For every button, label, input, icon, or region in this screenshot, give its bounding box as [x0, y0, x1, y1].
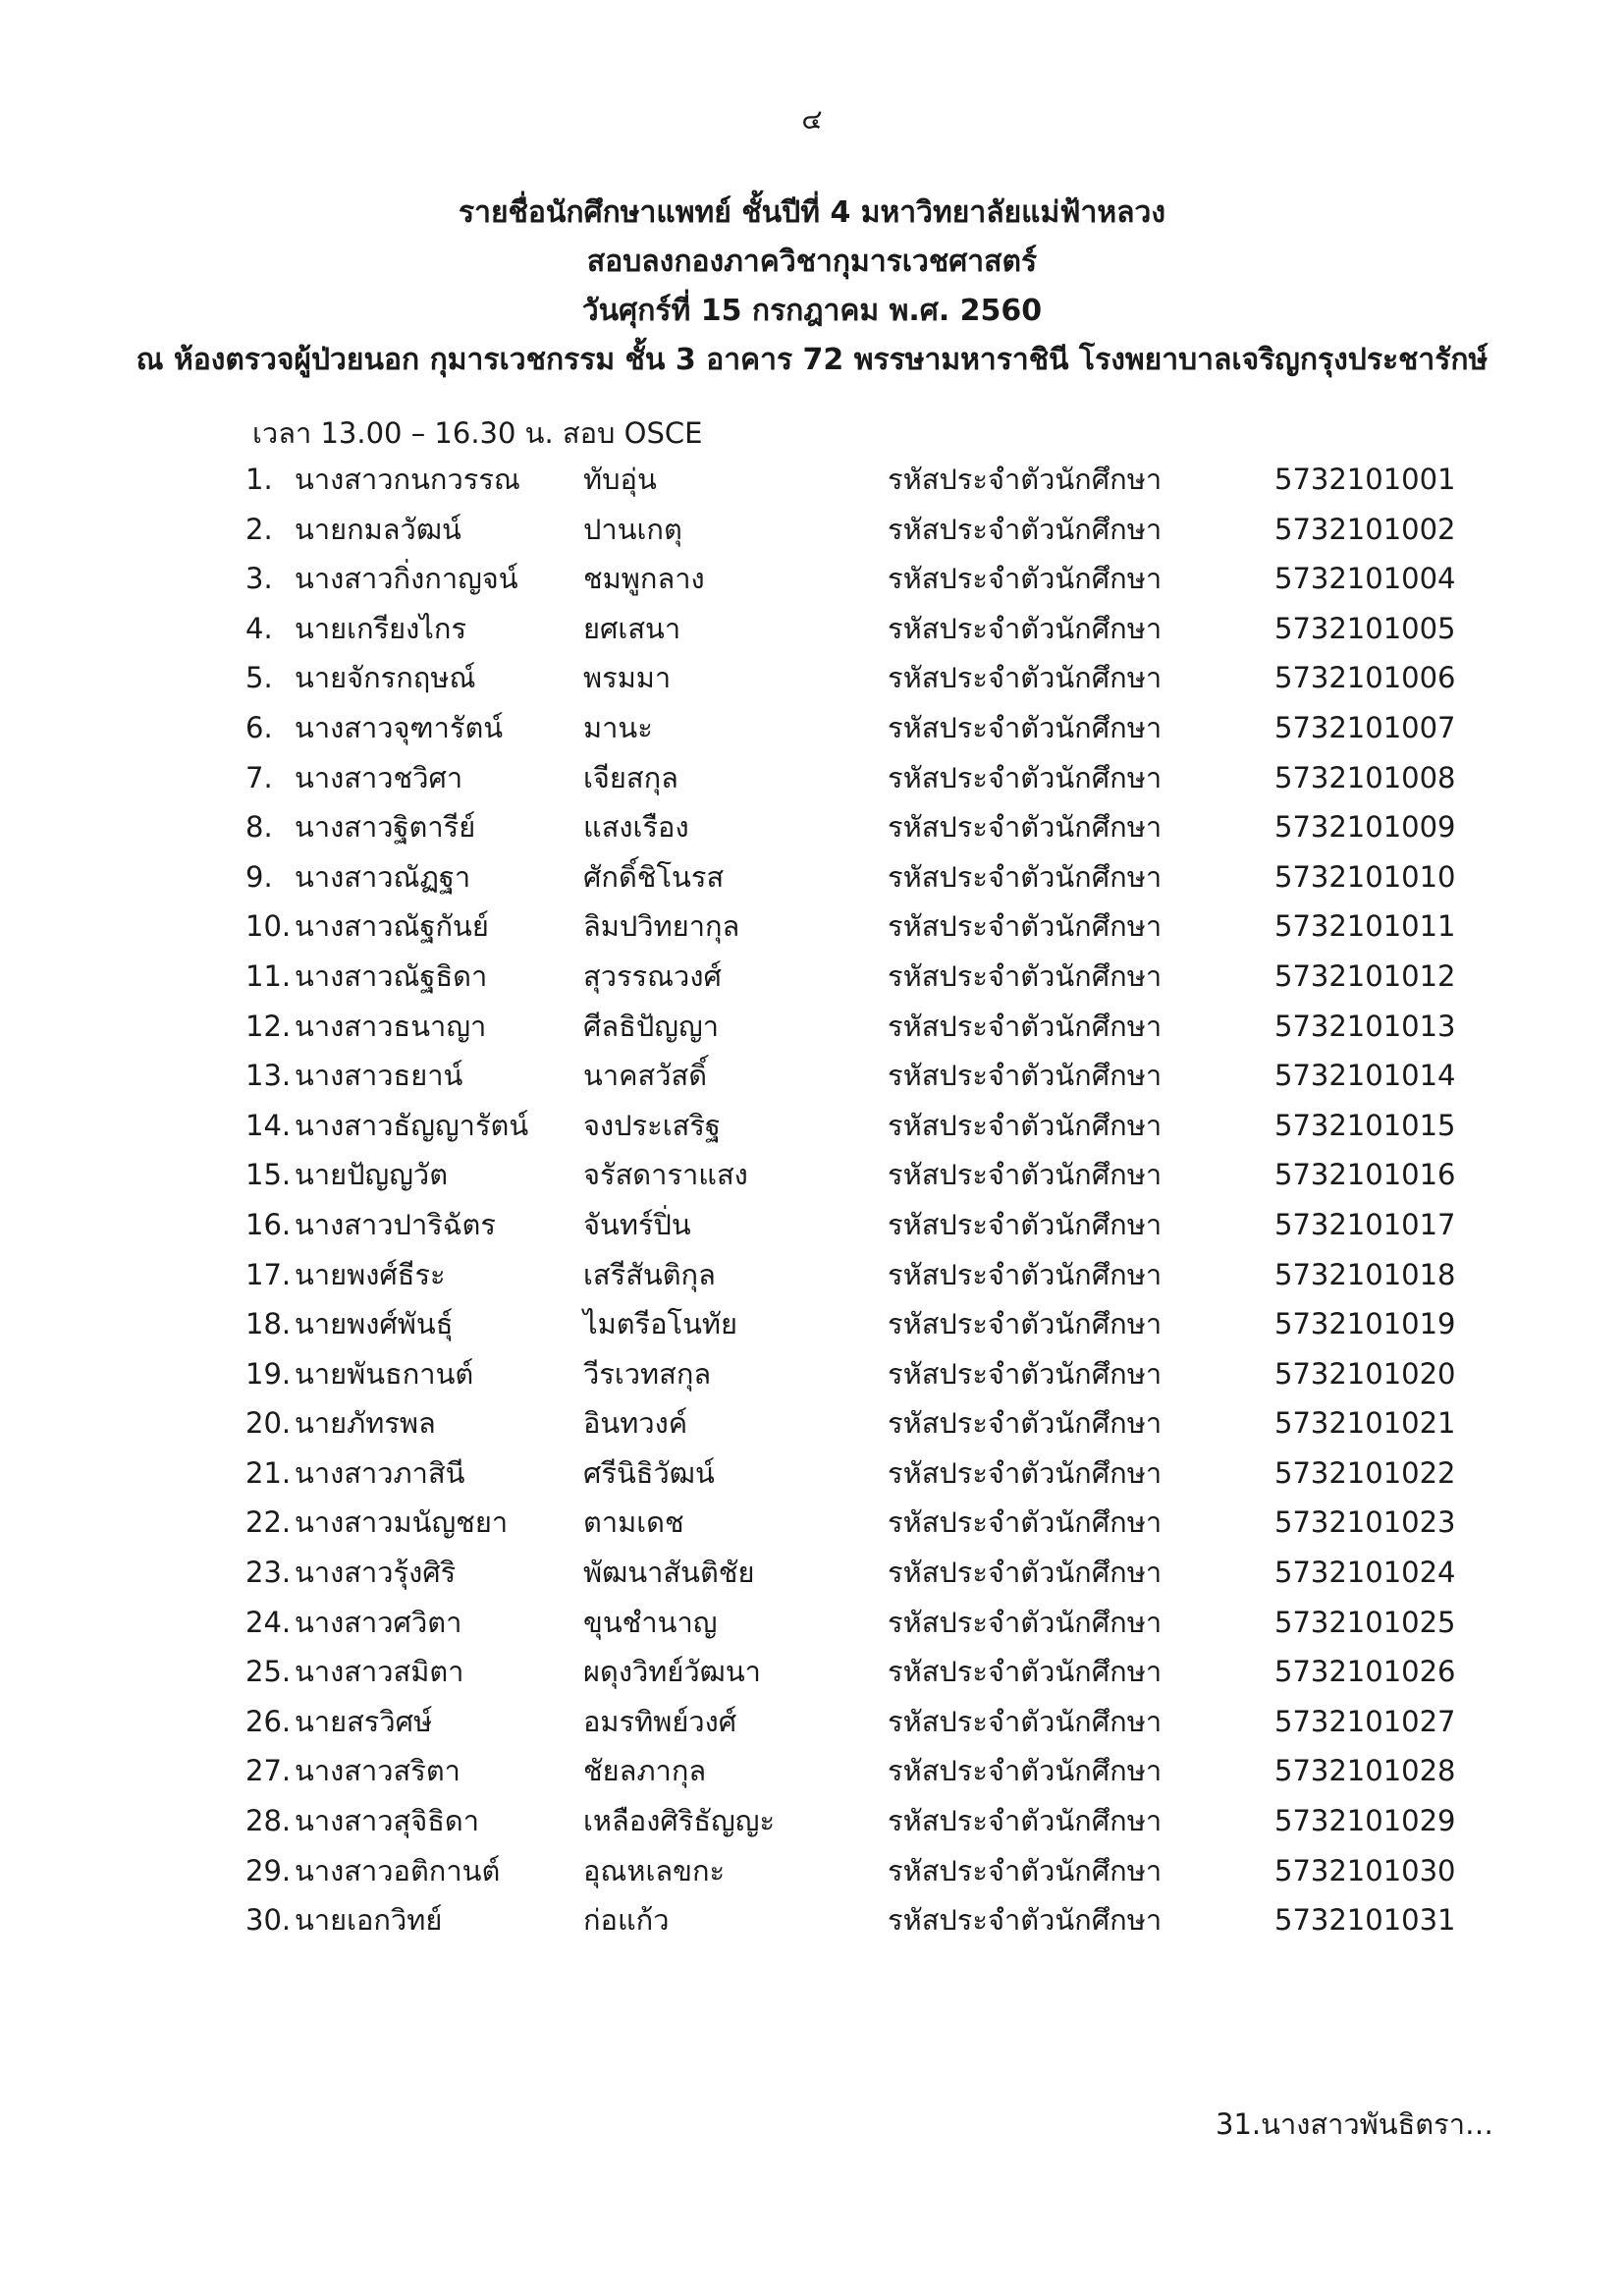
student-last-name: พัฒนาสันติชัย [583, 1556, 755, 1590]
student-number: 24. [245, 1605, 292, 1639]
student-id-label: รหัสประจำตัวนักศึกษา [888, 1505, 1163, 1540]
student-number: 10. [245, 909, 292, 944]
student-first-name: นางสาวชวิศา [295, 760, 463, 794]
student-row [0, 1647, 1624, 1697]
student-first-name: นางสาวกิ่งกาญจน์ [295, 562, 518, 596]
student-id-label: รหัสประจำตัวนักศึกษา [888, 1059, 1163, 1093]
student-number: 25. [245, 1655, 292, 1689]
student-number: 4. [245, 611, 273, 645]
student-last-name: ขุนชำนาญ [583, 1605, 718, 1639]
student-id: 5732101028 [1274, 1754, 1456, 1788]
student-id: 5732101031 [1274, 1903, 1456, 1938]
student-row [0, 1746, 1624, 1796]
student-id: 5732101029 [1274, 1804, 1456, 1838]
student-first-name: นางสาวปาริฉัตร [295, 1207, 496, 1241]
student-row [0, 1449, 1624, 1499]
student-id: 5732101023 [1274, 1505, 1456, 1540]
student-number: 2. [245, 512, 273, 546]
student-last-name: อุณหเลขกะ [583, 1853, 726, 1887]
student-id: 5732101017 [1274, 1207, 1456, 1241]
student-first-name: นางสาวสริตา [295, 1754, 460, 1788]
student-id: 5732101006 [1274, 661, 1456, 695]
student-id-label: รหัสประจำตัวนักศึกษา [888, 1853, 1163, 1887]
student-row [0, 1398, 1624, 1449]
student-id: 5732101019 [1274, 1307, 1456, 1341]
student-id-label: รหัสประจำตัวนักศึกษา [888, 1158, 1163, 1192]
student-first-name: นายเกรียงไกร [295, 611, 467, 645]
student-id-label: รหัสประจำตัวนักศึกษา [888, 1754, 1163, 1788]
student-row [0, 1697, 1624, 1747]
student-last-name: ตามเดช [583, 1505, 684, 1540]
student-id-label: รหัสประจำตัวนักศึกษา [888, 810, 1163, 845]
student-last-name: ชมพูกลาง [583, 562, 705, 596]
student-first-name: นางสาวธัญญารัตน์ [295, 1108, 529, 1142]
student-row [0, 1895, 1624, 1945]
student-id: 5732101016 [1274, 1158, 1456, 1192]
student-last-name: ทับอุ่น [583, 463, 657, 496]
student-number: 27. [245, 1754, 292, 1788]
student-number: 19. [245, 1356, 292, 1391]
student-first-name: นายกมลวัฒน์ [295, 512, 461, 546]
student-last-name: จรัสดาราแสง [583, 1158, 748, 1192]
student-first-name: นายสรวิศษ์ [295, 1704, 433, 1738]
student-id-label: รหัสประจำตัวนักศึกษา [888, 958, 1163, 993]
student-id-label: รหัสประจำตัวนักศึกษา [888, 1406, 1163, 1441]
student-id-label: รหัสประจำตัวนักศึกษา [888, 710, 1163, 744]
student-row [0, 1150, 1624, 1200]
student-first-name: นายภัทรพล [295, 1406, 436, 1441]
student-id-label: รหัสประจำตัวนักศึกษา [888, 611, 1163, 645]
student-number: 9. [245, 859, 273, 894]
student-row [0, 1051, 1624, 1101]
student-id: 5732101025 [1274, 1605, 1456, 1639]
student-id: 5732101012 [1274, 958, 1456, 993]
student-id: 5732101030 [1274, 1853, 1456, 1887]
student-id: 5732101013 [1274, 1009, 1456, 1043]
student-number: 3. [245, 562, 273, 596]
student-last-name: เสรีสันติกุล [583, 1257, 716, 1291]
student-row [0, 1250, 1624, 1300]
student-id-label: รหัสประจำตัวนักศึกษา [888, 1903, 1163, 1938]
student-row [0, 753, 1624, 803]
student-last-name: จันทร์ปิ่น [583, 1207, 691, 1241]
student-first-name: นายปัญญวัต [295, 1158, 449, 1192]
student-first-name: นางสาวรุ้งศิริ [295, 1556, 457, 1590]
student-id-label: รหัสประจำตัวนักศึกษา [888, 1108, 1163, 1142]
student-last-name: ศีลธิปัญญา [583, 1009, 719, 1043]
student-id-label: รหัสประจำตัวนักศึกษา [888, 1704, 1163, 1738]
student-number: 1. [245, 463, 273, 496]
student-number: 18. [245, 1307, 292, 1341]
student-id: 5732101020 [1274, 1356, 1456, 1391]
student-last-name: ลิมปวิทยากุล [583, 909, 740, 944]
student-row [0, 1101, 1624, 1151]
student-id: 5732101010 [1274, 859, 1456, 894]
header-location: ณ ห้องตรวจผู้ป่วยนอก กุมารเวชกรรม ชั้น 3 อาคาร 72 พรรษามหาราชินี โรงพยาบาลเจริญกรุงประชารักษ์ [135, 343, 1489, 377]
student-id-label: รหัสประจำตัวนักศึกษา [888, 1655, 1163, 1689]
student-first-name: นายพันธกานต์ [295, 1356, 474, 1391]
student-id: 5732101014 [1274, 1059, 1456, 1093]
student-number: 7. [245, 760, 273, 794]
student-id: 5732101026 [1274, 1655, 1456, 1689]
student-row [0, 505, 1624, 555]
student-first-name: นางสาวธยาน์ [295, 1059, 463, 1093]
student-number: 17. [245, 1257, 292, 1291]
student-id-label: รหัสประจำตัวนักศึกษา [888, 859, 1163, 894]
student-row [0, 455, 1624, 505]
student-row [0, 703, 1624, 753]
student-roster [0, 455, 1624, 1945]
student-id: 5732101011 [1274, 909, 1456, 944]
student-id-label: รหัสประจำตัวนักศึกษา [888, 512, 1163, 546]
student-number: 14. [245, 1108, 292, 1142]
student-id: 5732101001 [1274, 463, 1456, 496]
student-row [0, 802, 1624, 852]
student-last-name: ชัยลภากุล [583, 1754, 707, 1788]
header-date: วันศุกร์ที่ 15 กรกฎาคม พ.ศ. 2560 [581, 294, 1043, 328]
student-number: 6. [245, 710, 273, 744]
student-first-name: นางสาวณัฐกันย์ [295, 909, 489, 944]
student-row [0, 1846, 1624, 1896]
page-number: ๔ [801, 103, 823, 136]
exam-time: เวลา 13.00 – 16.30 น. สอบ OSCE [252, 416, 703, 450]
student-id: 5732101008 [1274, 760, 1456, 794]
student-first-name: นางสาวมนัญชยา [295, 1505, 509, 1540]
student-id-label: รหัสประจำตัวนักศึกษา [888, 1556, 1163, 1590]
student-id-label: รหัสประจำตัวนักศึกษา [888, 909, 1163, 944]
student-id-label: รหัสประจำตัวนักศึกษา [888, 1356, 1163, 1391]
student-row [0, 604, 1624, 654]
student-number: 16. [245, 1207, 292, 1241]
student-id: 5732101007 [1274, 710, 1456, 744]
student-id: 5732101009 [1274, 810, 1456, 845]
student-first-name: นายพงศ์พันธุ์ [295, 1307, 454, 1341]
student-first-name: นางสาวอติกานต์ [295, 1853, 501, 1887]
student-last-name: ไมตรีอโนทัย [583, 1307, 738, 1341]
student-row [0, 1498, 1624, 1548]
student-id: 5732101004 [1274, 562, 1456, 596]
student-id: 5732101015 [1274, 1108, 1456, 1142]
student-id-label: รหัสประจำตัวนักศึกษา [888, 1605, 1163, 1639]
student-id-label: รหัสประจำตัวนักศึกษา [888, 1207, 1163, 1241]
student-number: 23. [245, 1556, 292, 1590]
student-first-name: นางสาวสมิตา [295, 1655, 464, 1689]
student-id-label: รหัสประจำตัวนักศึกษา [888, 1307, 1163, 1341]
student-number: 12. [245, 1009, 292, 1043]
student-last-name: อินทวงค์ [583, 1406, 688, 1441]
student-last-name: ผดุงวิทย์วัฒนา [583, 1655, 761, 1689]
student-row [0, 1200, 1624, 1250]
student-id-label: รหัสประจำตัวนักศึกษา [888, 760, 1163, 794]
student-last-name: พรมมา [583, 661, 672, 695]
student-id: 5732101022 [1274, 1455, 1456, 1490]
student-number: 20. [245, 1406, 292, 1441]
student-last-name: ยศเสนา [583, 611, 681, 645]
student-number: 11. [245, 958, 292, 993]
student-id-label: รหัสประจำตัวนักศึกษา [888, 661, 1163, 695]
student-number: 28. [245, 1804, 292, 1838]
student-last-name: ก่อแก้ว [583, 1903, 670, 1938]
student-first-name: นางสาวศวิตา [295, 1605, 462, 1639]
student-number: 29. [245, 1853, 292, 1887]
student-id-label: รหัสประจำตัวนักศึกษา [888, 463, 1163, 496]
student-first-name: นางสาวจุฑารัตน์ [295, 710, 504, 744]
student-row [0, 554, 1624, 604]
student-last-name: จงประเสริฐ [583, 1108, 721, 1142]
student-last-name: นาคสวัสดิ์ [583, 1059, 708, 1093]
student-row [0, 1796, 1624, 1846]
student-number: 21. [245, 1455, 292, 1490]
student-last-name: ปานเกตุ [583, 512, 682, 546]
student-row [0, 1002, 1624, 1052]
student-id: 5732101021 [1274, 1406, 1456, 1441]
student-id-label: รหัสประจำตัวนักศึกษา [888, 1804, 1163, 1838]
student-first-name: นางสาวสุจิธิดา [295, 1804, 480, 1838]
student-id: 5732101005 [1274, 611, 1456, 645]
student-last-name: เหลืองศิริธัญญะ [583, 1804, 776, 1838]
student-number: 8. [245, 810, 273, 845]
student-id: 5732101018 [1274, 1257, 1456, 1291]
document-header [0, 189, 1624, 385]
student-number: 22. [245, 1505, 292, 1540]
student-row [0, 1598, 1624, 1648]
student-row [0, 1349, 1624, 1399]
student-id-label: รหัสประจำตัวนักศึกษา [888, 1257, 1163, 1291]
student-id: 5732101027 [1274, 1704, 1456, 1738]
student-last-name: วีรเวทสกุล [583, 1356, 712, 1391]
student-row [0, 1299, 1624, 1349]
student-id-label: รหัสประจำตัวนักศึกษา [888, 1455, 1163, 1490]
student-row [0, 952, 1624, 1002]
student-row [0, 852, 1624, 902]
student-number: 5. [245, 661, 273, 695]
student-first-name: นายพงศ์ธีระ [295, 1257, 446, 1291]
header-exam: สอบลงกองภาควิชากุมารเวชศาสตร์ [586, 245, 1038, 279]
student-last-name: สุวรรณวงศ์ [583, 958, 722, 993]
student-last-name: ศักดิ์ชิโนรส [583, 859, 725, 894]
student-last-name: เจียสกุล [583, 760, 678, 794]
student-number: 13. [245, 1059, 292, 1093]
student-id-label: รหัสประจำตัวนักศึกษา [888, 1009, 1163, 1043]
student-last-name: มานะ [583, 710, 653, 744]
student-first-name: นางสาวกนกวรรณ [295, 463, 520, 496]
student-row [0, 902, 1624, 952]
student-first-name: นางสาวธนาญา [295, 1009, 487, 1043]
student-last-name: อมรทิพย์วงศ์ [583, 1704, 737, 1738]
student-id: 5732101024 [1274, 1556, 1456, 1590]
student-last-name: ศรีนิธิวัฒน์ [583, 1455, 715, 1490]
student-number: 15. [245, 1158, 292, 1192]
student-id: 5732101002 [1274, 512, 1456, 546]
student-number: 26. [245, 1704, 292, 1738]
student-row [0, 1548, 1624, 1598]
student-first-name: นางสาวณัฏฐา [295, 859, 471, 894]
student-last-name: แสงเรือง [583, 810, 689, 845]
continuation-note: 31.นางสาวพันธิตรา… [1216, 2107, 1493, 2141]
student-first-name: นายเอกวิทย์ [295, 1903, 443, 1938]
student-id-label: รหัสประจำตัวนักศึกษา [888, 562, 1163, 596]
student-number: 30. [245, 1903, 292, 1938]
student-first-name: นายจักรกฤษณ์ [295, 661, 476, 695]
header-title: รายชื่อนักศึกษาแพทย์ ชั้นปีที่ 4 มหาวิทยาลัยแม่ฟ้าหลวง [458, 195, 1166, 230]
student-first-name: นางสาวภาสินี [295, 1455, 465, 1490]
student-first-name: นางสาวณัฐธิดา [295, 958, 488, 993]
student-row [0, 653, 1624, 703]
student-first-name: นางสาวฐิตารีย์ [295, 810, 476, 845]
